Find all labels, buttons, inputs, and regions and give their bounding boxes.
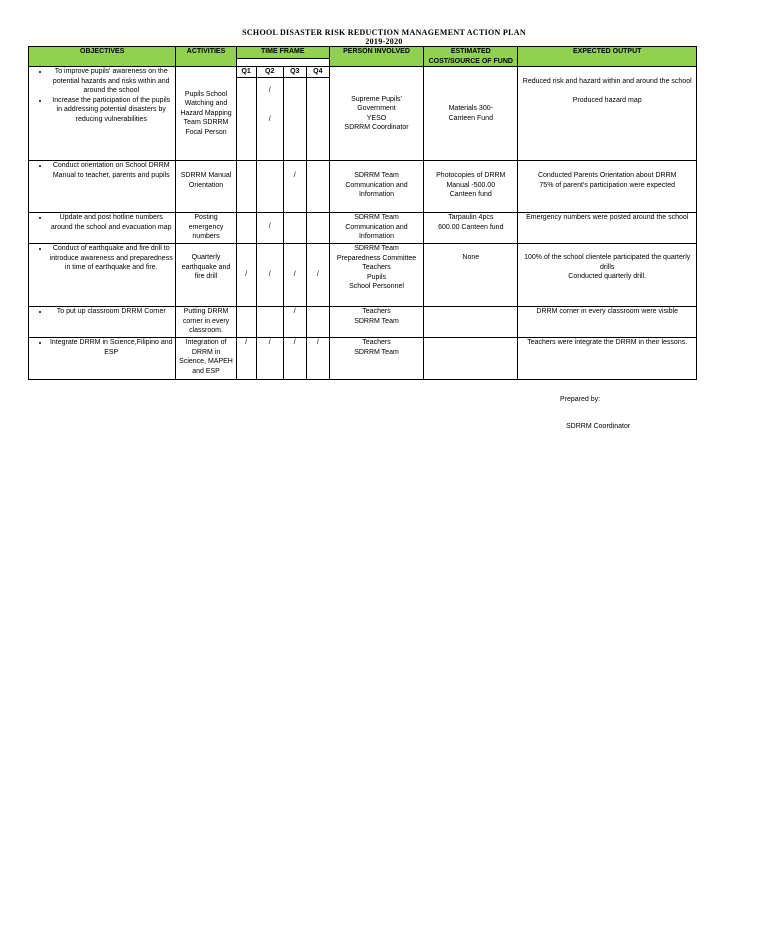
row-5-q2 — [256, 307, 283, 338]
prepared-by-label: Prepared by: — [560, 396, 601, 403]
row-1-persons: Supreme Pupils' Government YESO SDRRM Coordinator — [329, 67, 423, 161]
row-2-objectives — [29, 161, 176, 213]
row-6-objectives — [29, 338, 176, 380]
row-3-q3 — [283, 213, 306, 244]
row-6-q4: / — [306, 338, 329, 380]
row-2-cost: Photocopies of DRRM Manual -500.00 Canteen fund — [424, 161, 518, 213]
row-2-q4 — [306, 161, 329, 213]
row-5-activity: Putting DRRM corner in every classroom. — [176, 307, 236, 338]
row-3-q2: / — [256, 213, 283, 244]
table-row — [29, 307, 697, 338]
row-5-cost — [424, 307, 518, 338]
header-activities: ACTIVITIES — [176, 47, 236, 67]
table-row — [29, 161, 697, 213]
row-4-q1: / — [236, 244, 256, 307]
row-6-output: Teachers were integrate the DRRM in their lessons. — [518, 338, 697, 380]
row-2-output: Conducted Parents Orientation about DRRM 75% of parent's participation were expected — [518, 161, 697, 213]
row-4-cost: None — [424, 244, 518, 307]
row-2-objective-1: • Conduct orientation on School DRRM Manual to teacher, parents and pupils — [49, 161, 173, 180]
quarter-q1: Q1 — [236, 67, 256, 78]
row-3-q4 — [306, 213, 329, 244]
row-5-objectives — [29, 307, 176, 338]
header-time-frame: TIME FRAME — [236, 47, 329, 59]
row-6-q2: / — [256, 338, 283, 380]
row-1-objective-1: • To improve pupils' awareness on the potential hazards and risks within and around the school — [49, 67, 173, 96]
coordinator-label: SDRRM Coordinator — [566, 423, 631, 430]
row-1-q1 — [236, 78, 256, 161]
row-6-q3: / — [283, 338, 306, 380]
row-1-output: Reduced risk and hazard within and around the school Produced hazard map — [518, 67, 697, 161]
document-title: SCHOOL DISASTER RISK REDUCTION MANAGEMENT ACTION PLAN — [242, 28, 526, 37]
row-6-objective-1: • Integrate DRRM in Science,Filipino and ESP — [49, 338, 173, 357]
row-5-q1 — [236, 307, 256, 338]
row-1-q2: / / — [256, 78, 283, 161]
table-row — [29, 213, 697, 244]
row-3-activity: Posting emergency numbers — [176, 213, 236, 244]
quarter-q2: Q2 — [256, 67, 283, 78]
quarter-q3: Q3 — [283, 67, 306, 78]
row-1-q4 — [306, 78, 329, 161]
header-estimated-cost: ESTIMATED COST/SOURCE OF FUND — [424, 47, 518, 67]
row-5-persons: Teachers SDRRM Team — [329, 307, 423, 338]
row-2-q1 — [236, 161, 256, 213]
row-1-q3 — [283, 78, 306, 161]
row-5-objective-1: • To put up classroom DRRM Corner — [49, 307, 173, 317]
header-expected-output: EXPECTED OUTPUT — [518, 47, 697, 67]
row-4-objective-1: • Conduct of earthquake and fire drill to introduce awareness and preparedness in time of earthquake and fire. — [49, 244, 173, 273]
row-1-cost: Materials 300- Canteen Fund — [424, 67, 518, 161]
school-year: 2019-2020 — [365, 37, 403, 46]
table-row — [29, 338, 697, 380]
row-2-persons: SDRRM Team Communication and Information — [329, 161, 423, 213]
row-1-activity: Pupils School Watching and Hazard Mapping Team SDRRM Focal Person — [176, 67, 236, 161]
quarter-row — [29, 67, 697, 78]
row-4-q2: / — [256, 244, 283, 307]
row-5-q3: / — [283, 307, 306, 338]
row-3-cost: Tarpaulin 4pcs 600.00 Canteen fund — [424, 213, 518, 244]
row-5-q4 — [306, 307, 329, 338]
row-3-objectives — [29, 213, 176, 244]
header-row — [29, 47, 697, 59]
row-4-activity: Quarterly earthquake and fire drill — [176, 244, 236, 307]
row-4-persons: SDRRM Team Preparedness Committee Teachers Pupils School Personnel — [329, 244, 423, 307]
row-4-output: 100% of the school clientele participated the quarterly drills Conducted quarterly drill. — [518, 244, 697, 307]
row-3-output: Emergency numbers were posted around the school — [518, 213, 697, 244]
row-2-q2 — [256, 161, 283, 213]
action-plan-table — [28, 46, 697, 380]
row-5-output: DRRM corner in every classroom were visible — [518, 307, 697, 338]
row-6-cost — [424, 338, 518, 380]
header-objectives: OBJECTIVES — [29, 47, 176, 67]
row-6-q1: / — [236, 338, 256, 380]
row-3-persons: SDRRM Team Communication and Information — [329, 213, 423, 244]
row-2-q3: / — [283, 161, 306, 213]
header-person-involved: PERSON INVOLVED — [329, 47, 423, 67]
row-4-q3: / — [283, 244, 306, 307]
table-row — [29, 244, 697, 307]
row-3-q1 — [236, 213, 256, 244]
row-1-objectives — [29, 67, 176, 161]
row-2-activity: SDRRM Manual Orientation — [176, 161, 236, 213]
row-3-objective-1: • Update and post hotline numbers around the school and evacuation map — [49, 213, 173, 232]
row-4-q4: / — [306, 244, 329, 307]
quarter-q4: Q4 — [306, 67, 329, 78]
row-6-activity: Integration of DRRM in Science, MAPEH and ESP — [176, 338, 236, 380]
row-6-persons: Teachers SDRRM Team — [329, 338, 423, 380]
row-1-objective-2: • Increase the participation of the pupils in addressing potential disasters by reducing vulnerabilities — [49, 96, 173, 125]
row-4-objectives — [29, 244, 176, 307]
